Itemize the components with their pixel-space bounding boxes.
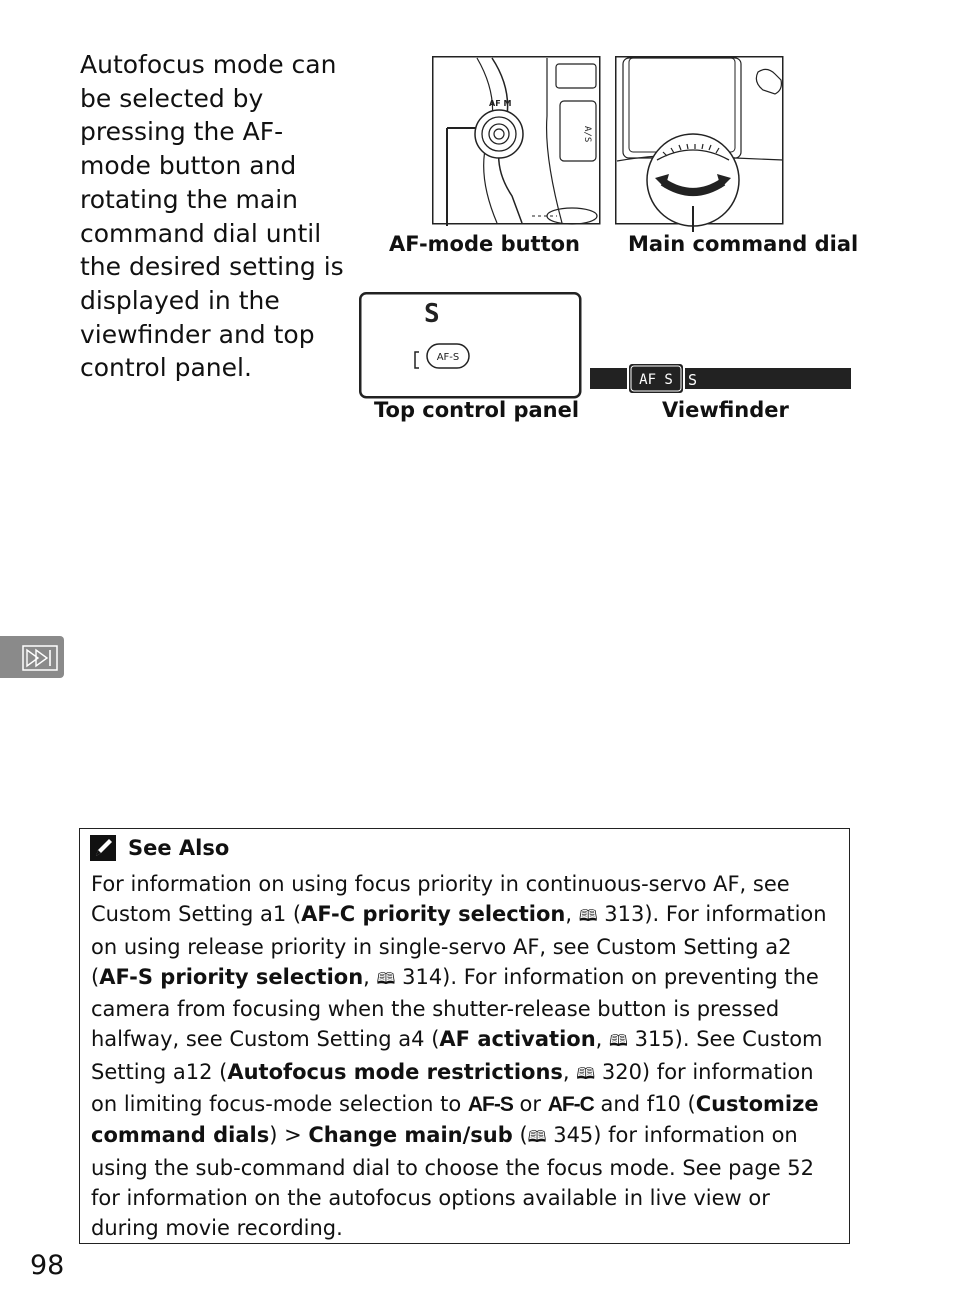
- af-mode-button-illustration: [432, 56, 602, 226]
- viewfinder-digit: S: [688, 371, 698, 389]
- pencil-check-icon: [90, 835, 116, 861]
- viewfinder-caption: Viewfinder: [662, 398, 789, 422]
- panel-af-mode-badge: AF-S: [436, 352, 460, 363]
- viewfinder-illustration: [590, 360, 852, 396]
- main-command-dial-illustration: [615, 56, 785, 232]
- top-control-panel-caption: Top control panel: [374, 398, 580, 422]
- book-icon: 🕮: [609, 1031, 628, 1051]
- see-also-header: [90, 835, 229, 861]
- book-icon: 🕮: [376, 968, 396, 988]
- book-icon: 🕮: [576, 1063, 596, 1083]
- panel-digit: S: [424, 299, 440, 329]
- viewfinder-af-mode: AF S: [639, 372, 673, 388]
- af-mode-button-caption: AF-mode button: [389, 232, 580, 256]
- chapter-tab: [0, 636, 64, 678]
- see-also-title: See Also: [128, 836, 230, 860]
- shooting-chapter-icon: [22, 645, 58, 671]
- svg-text:A/S: A/S: [582, 126, 592, 143]
- page-number: 98: [30, 1250, 65, 1281]
- intro-paragraph: Autofocus mode can be selected by pressing the AF-mode button and rotating the main command dial until the desired setting is displayed in the viewfinder and top control panel.: [80, 50, 344, 383]
- book-icon: 🕮: [578, 906, 598, 926]
- book-icon: 🕮: [527, 1127, 547, 1147]
- see-also-box: [79, 828, 850, 1244]
- see-also-text: For information on using focus priority in continuous-servo AF, see Custom Setting a1 (AF-C priority selection, 🕮 313). For information on using release priority in single-servo AF, see Custom Setting a2 (AF-S priority selection, 🕮 314). For information on preventing the camera from focusing when the shutter-release button is pressed halfway, see Custom Setting a4 (AF activation, 🕮 315). See Custom Setting a12 (Autofocus mode restrictions, 🕮 320) for information on limiting focus-mode selection to AF-S or AF-C and f10 (Customize command dials) > Change main/sub (🕮 345) for information on using the sub-command dial to choose the focus mode. See page 52 for information on the autofocus options available in live view or during movie recording.: [91, 872, 827, 1241]
- af-m-dial-label: AF M: [489, 99, 512, 108]
- top-control-panel-illustration: [359, 292, 583, 400]
- main-command-dial-caption: Main command dial: [628, 232, 859, 256]
